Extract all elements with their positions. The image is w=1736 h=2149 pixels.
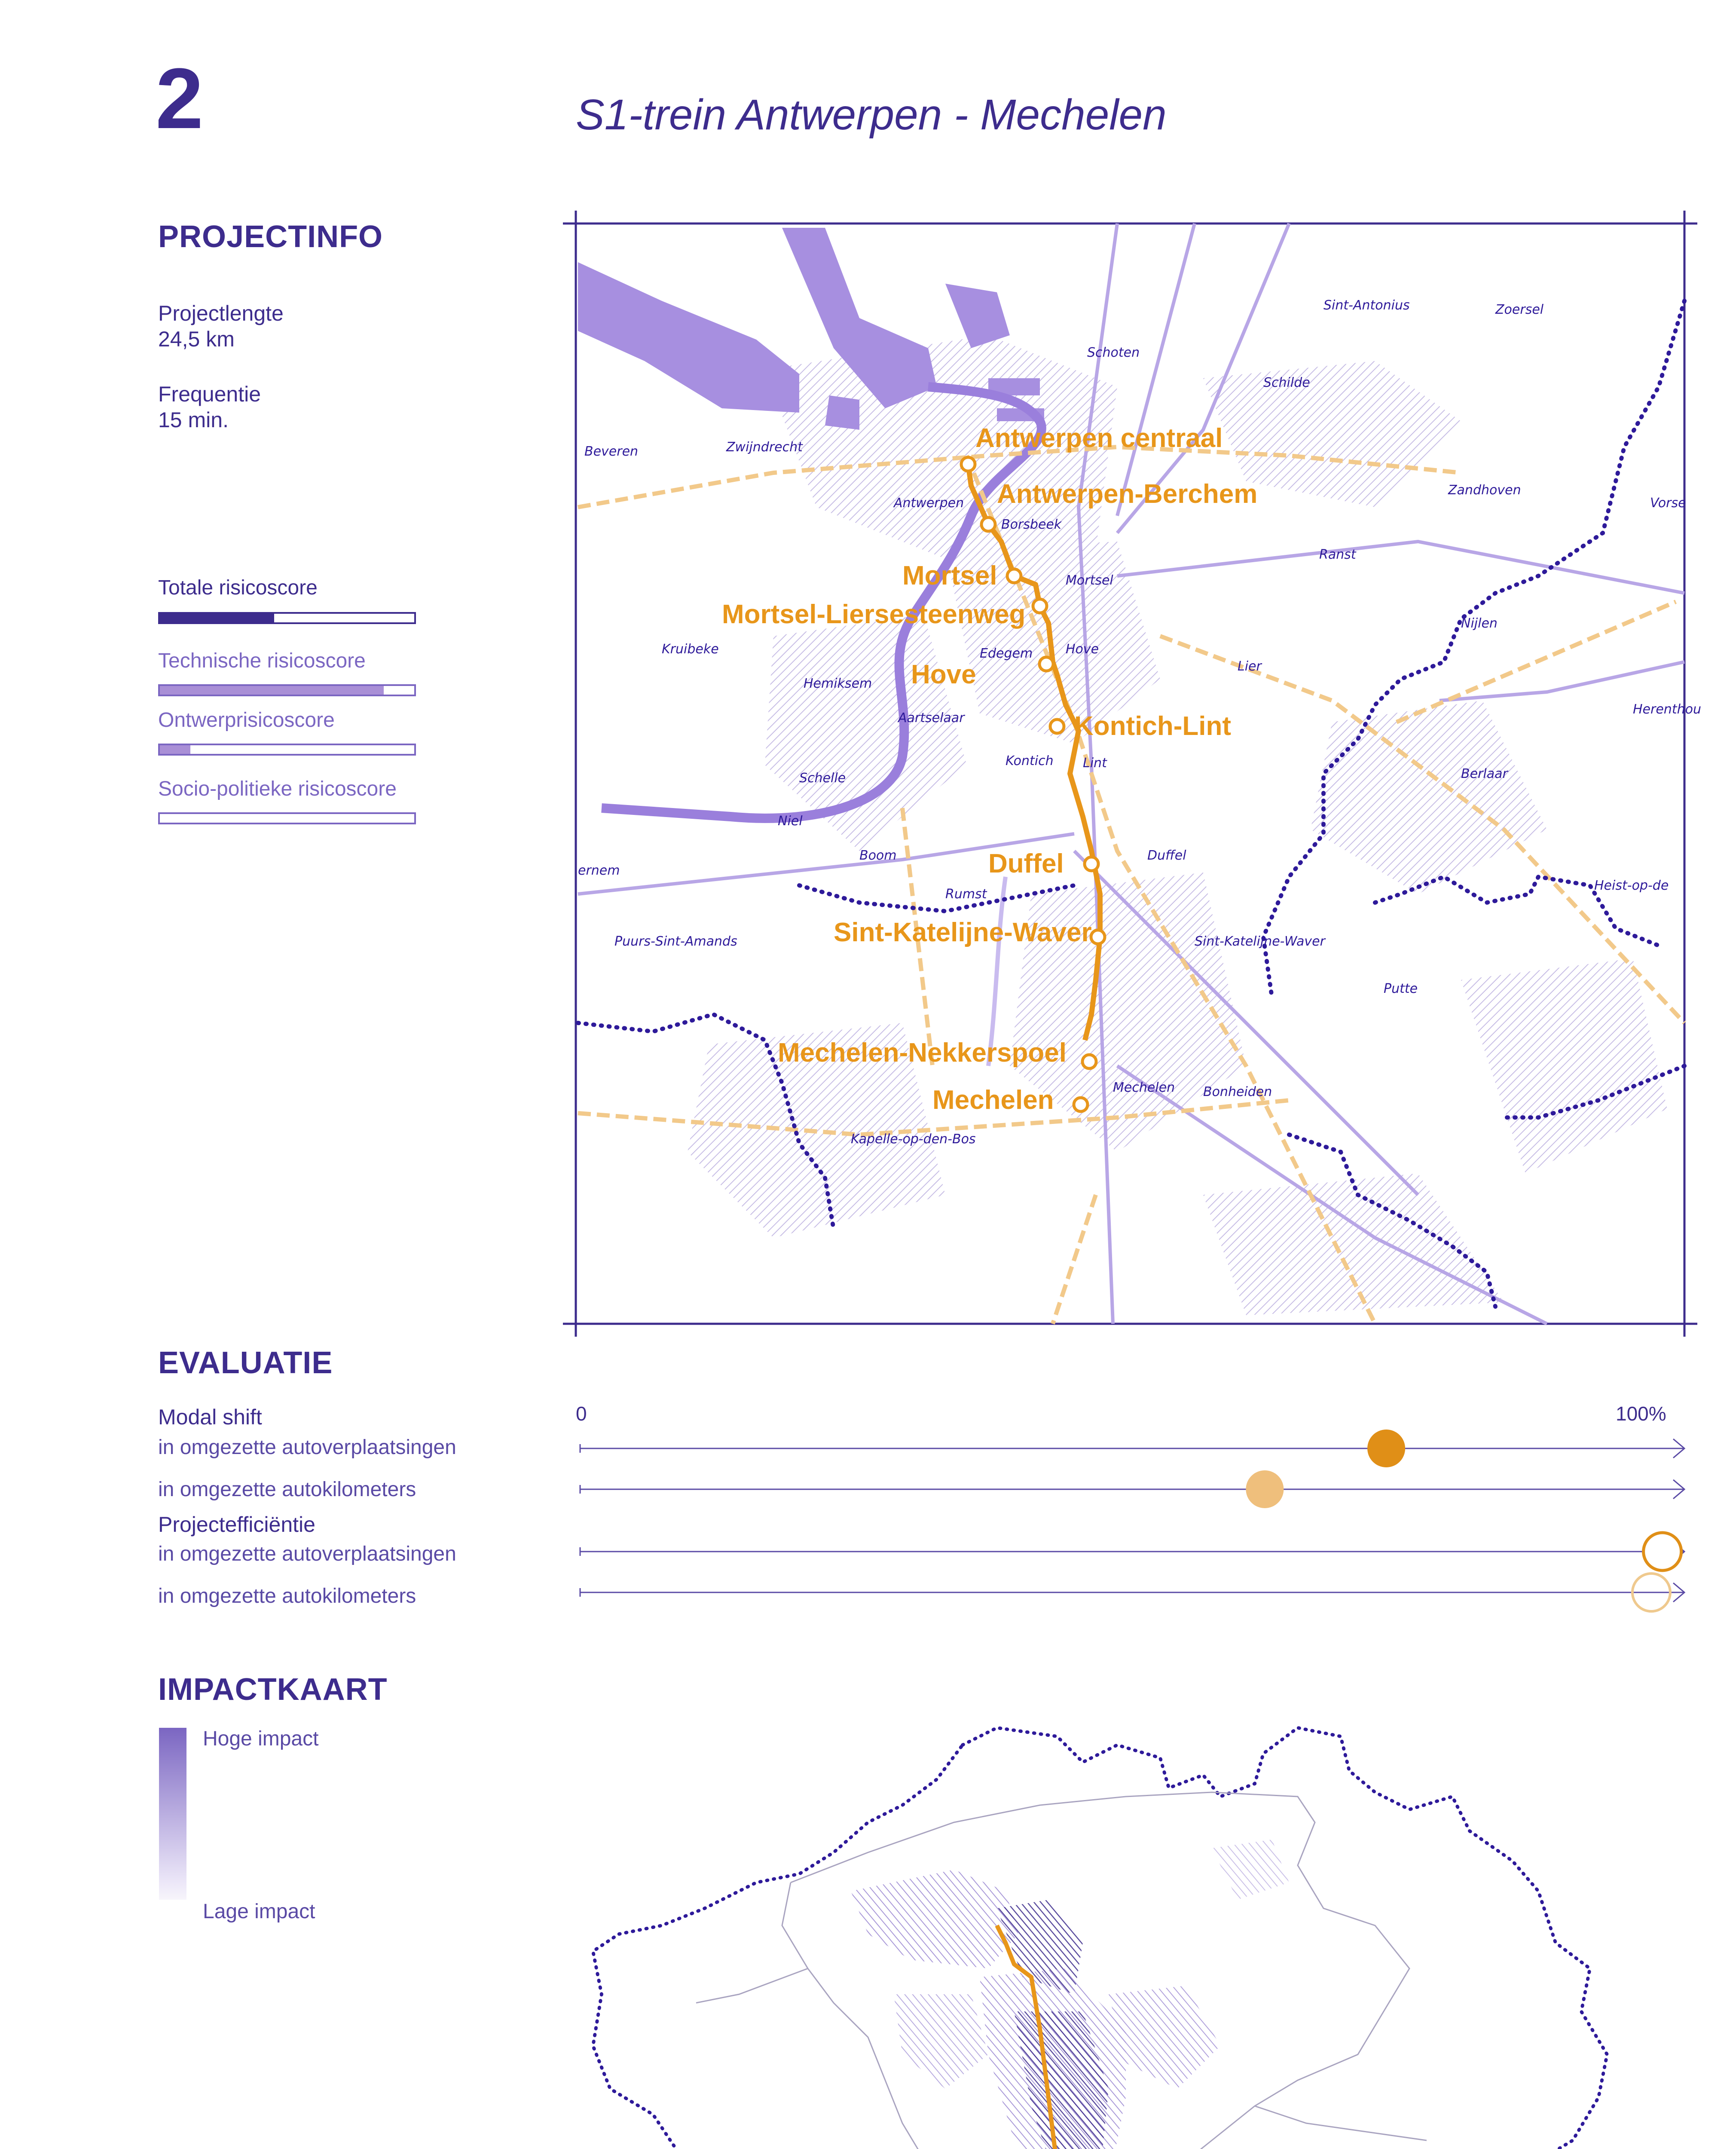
place-label: Nijlen	[1461, 616, 1498, 631]
eval-sub-label: in omgezette autokilometers	[158, 1585, 416, 1607]
station-label: Mechelen-Nekkerspoel	[778, 1038, 1067, 1068]
design-risk-bar	[158, 744, 416, 756]
place-label: Beveren	[584, 444, 639, 459]
place-label: Kontich	[1006, 753, 1054, 768]
scale-min: 0	[576, 1402, 587, 1425]
length-label: Projectlengte	[158, 301, 284, 325]
place-label: Lint	[1083, 756, 1107, 771]
station-label: Mechelen	[932, 1085, 1054, 1115]
place-label: Borsbeek	[1001, 517, 1062, 532]
place-label: Kruibeke	[662, 642, 719, 657]
eval-sub-label: in omgezette autokilometers	[158, 1478, 416, 1501]
place-label: Mechelen	[1113, 1080, 1175, 1095]
station-marker-mortsel-liersesteenweg	[1033, 599, 1047, 613]
place-label: Aartselaar	[898, 710, 965, 726]
socio-political-risk-label: Socio-politieke risicoscore	[158, 778, 397, 800]
place-label: Lier	[1238, 659, 1262, 674]
station-label: Kontich-Lint	[1074, 711, 1232, 741]
station-label: Sint-Katelijne-Waver	[834, 918, 1092, 947]
evaluatie-heading: EVALUATIE	[158, 1346, 333, 1380]
score-marker	[1246, 1470, 1284, 1508]
station-label: Antwerpen-Berchem	[997, 479, 1258, 509]
legend-high: Hoge impact	[203, 1727, 319, 1750]
eval-sub-label: in omgezette autoverplaatsingen	[158, 1436, 456, 1459]
place-label: Antwerpen	[894, 496, 964, 511]
station-marker-duffel	[1085, 857, 1098, 871]
place-label: Schoten	[1087, 345, 1140, 360]
score-marker	[1367, 1430, 1405, 1467]
station-marker-mechelen-nekkerspoel	[1082, 1055, 1096, 1068]
place-label: Schelle	[799, 771, 846, 786]
station-marker-sint-katelijne-waver	[1091, 930, 1105, 944]
total-risk-label: Totale risicoscore	[158, 576, 318, 599]
place-label: Hove	[1066, 642, 1099, 657]
station-label: Duffel	[988, 849, 1064, 879]
eval-sub-label: in omgezette autoverplaatsingen	[158, 1543, 456, 1565]
place-label: Duffel	[1147, 848, 1186, 863]
place-label: Herenthou	[1633, 702, 1701, 717]
modal-shift-label: Modal shift	[158, 1405, 262, 1429]
station-marker-mortsel	[1007, 569, 1021, 583]
place-label: Ranst	[1319, 547, 1356, 562]
place-label: ernem	[578, 863, 620, 878]
place-label: Berlaar	[1461, 766, 1508, 781]
place-label: Niel	[778, 814, 803, 829]
frequency-label: Frequentie	[158, 382, 261, 406]
length-value: 24,5 km	[158, 327, 235, 351]
design-risk-label: Ontwerprisicoscore	[158, 709, 335, 732]
place-label: Rumst	[945, 887, 987, 902]
route-map	[559, 206, 1702, 1341]
station-marker-kontich-lint	[1050, 719, 1064, 733]
station-label: Mortsel-Liersesteenweg	[722, 600, 1026, 629]
total-risk-bar	[158, 612, 416, 624]
place-label: Sint-Antonius	[1323, 298, 1410, 313]
socio-political-risk-bar	[158, 812, 416, 824]
impactkaart-heading: IMPACTKAART	[158, 1672, 388, 1707]
section-number: 2	[156, 51, 204, 147]
station-label: Hove	[911, 660, 976, 689]
station-label: Mortsel	[902, 561, 997, 591]
legend-low: Lage impact	[203, 1900, 315, 1923]
place-label: Sint-Katelijne-Waver	[1195, 934, 1325, 949]
station-marker-antwerpen-centraal	[961, 457, 975, 471]
place-label: Zwijndrecht	[726, 440, 803, 455]
projectinfo-heading: PROJECTINFO	[158, 220, 383, 254]
score-marker	[1632, 1573, 1670, 1611]
station-marker-mechelen	[1074, 1098, 1088, 1111]
technical-risk-label: Technische risicoscore	[158, 649, 366, 672]
technical-risk-bar	[158, 684, 416, 696]
station-label: Antwerpen centraal	[975, 423, 1223, 453]
score-marker	[1644, 1533, 1681, 1570]
place-label: Kapelle-op-den-Bos	[851, 1132, 976, 1147]
place-label: Edegem	[980, 646, 1033, 661]
design-risk-fill	[160, 745, 190, 754]
place-label: Zoersel	[1495, 302, 1544, 317]
efficiency-label: Projectefficiëntie	[158, 1512, 315, 1537]
place-label: Boom	[859, 848, 897, 863]
place-label: Putte	[1384, 981, 1418, 996]
station-marker-antwerpen-berchem	[981, 517, 995, 531]
station-marker-hove	[1039, 657, 1053, 671]
impact-legend-gradient	[159, 1728, 186, 1900]
place-label: Puurs-Sint-Amands	[614, 934, 737, 949]
scale-max: 100%	[1616, 1402, 1666, 1425]
place-label: Hemiksem	[804, 676, 872, 691]
place-label: Heist-op-de	[1594, 878, 1669, 893]
technical-risk-fill	[160, 686, 384, 695]
total-risk-fill	[160, 614, 274, 622]
place-label: Schilde	[1263, 375, 1310, 390]
place-label: Bonheiden	[1203, 1084, 1272, 1099]
frequency-value: 15 min.	[158, 408, 229, 432]
place-label: Zandhoven	[1448, 483, 1521, 498]
page-title: S1-trein Antwerpen - Mechelen	[576, 91, 1167, 139]
impact-map	[567, 1668, 1684, 2149]
evaluation-scales	[572, 1418, 1689, 1633]
place-label: Mortsel	[1066, 573, 1113, 588]
place-label: Vorse	[1650, 496, 1686, 511]
